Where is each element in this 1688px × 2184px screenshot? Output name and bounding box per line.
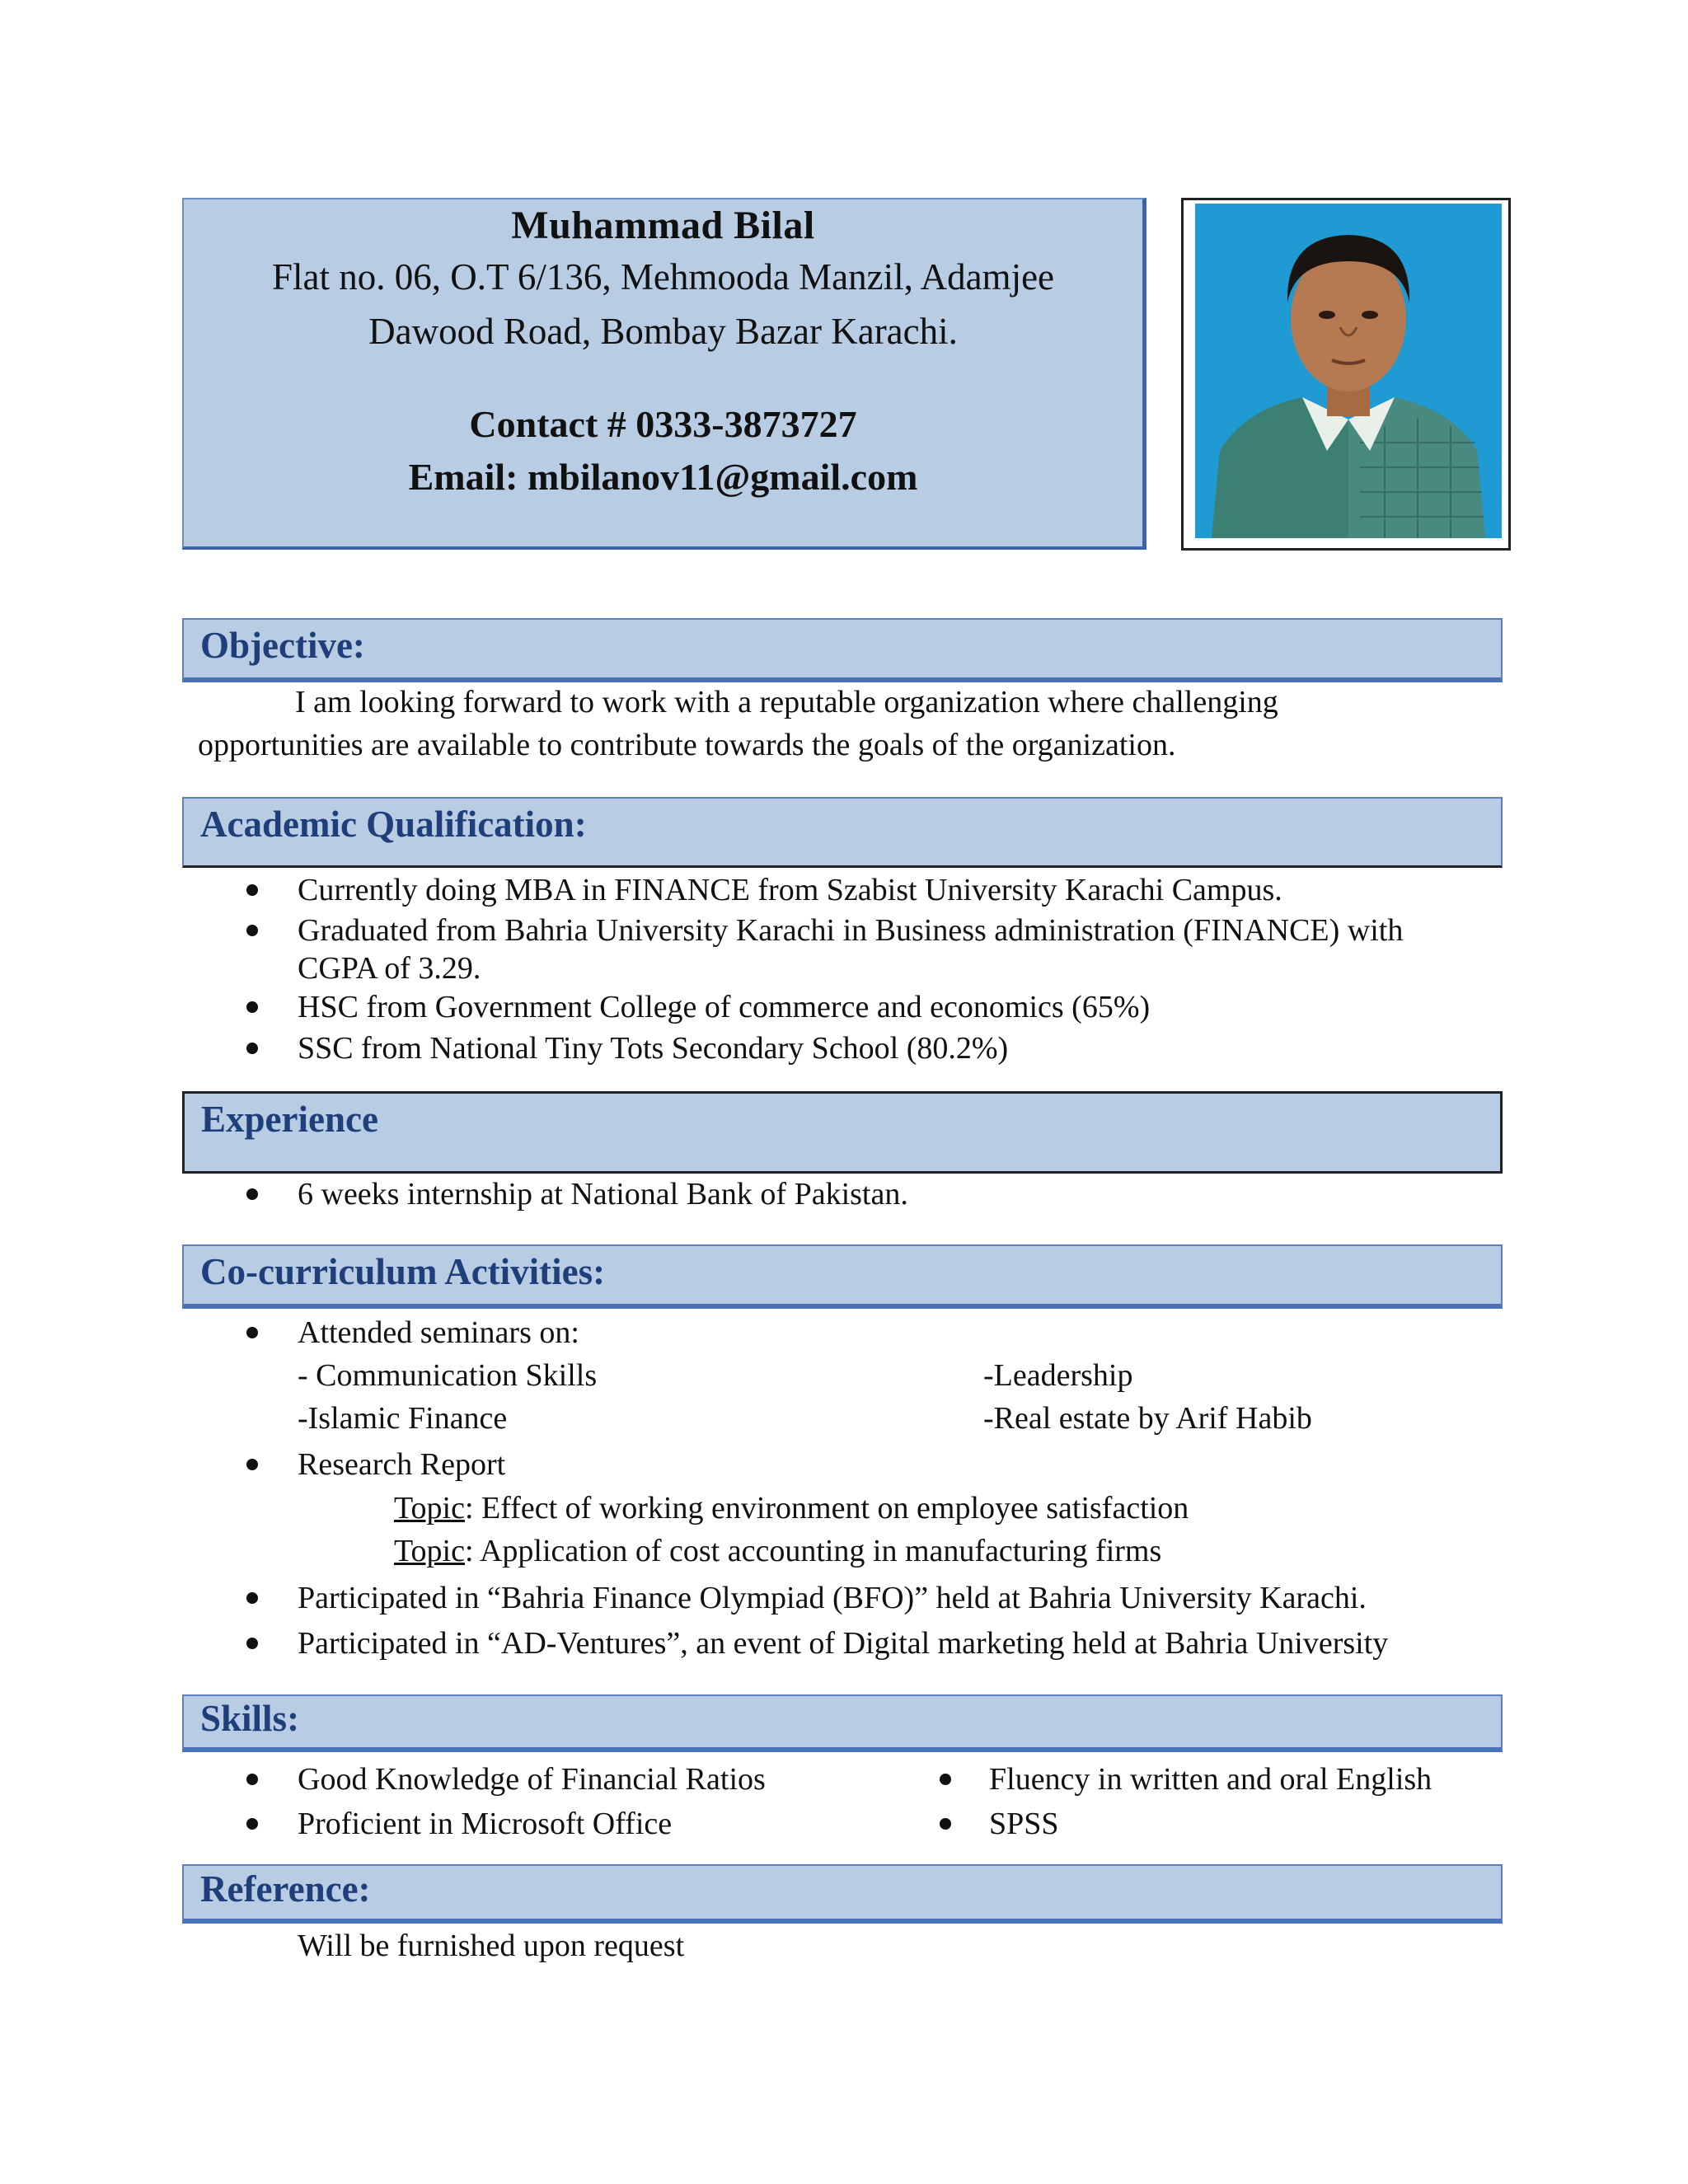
profile-photo <box>1181 198 1511 551</box>
portrait-image <box>1195 204 1502 538</box>
objective-line-1: I am looking forward to work with a reputable organization where challenging <box>295 685 1278 719</box>
academic-item-mba: Currently doing MBA in FINANCE from Szabist University Karachi Campus. <box>298 873 1282 907</box>
experience-item: 6 weeks internship at National Bank of Pakistan. <box>298 1177 908 1212</box>
topic-label: Topic <box>394 1534 465 1568</box>
bullet-icon <box>246 1188 258 1200</box>
address-line-1: Flat no. 06, O.T 6/136, Mehmooda Manzil, Adamjee <box>271 256 1055 298</box>
academic-item-graduated: Graduated from Bahria University Karachi in Business administration (FINANCE) with <box>298 913 1404 948</box>
academic-heading: Academic Qualification: <box>182 797 1503 868</box>
skills-heading: Skills: <box>182 1694 1503 1752</box>
participated-bfo: Participated in “Bahria Finance Olympiad (BFO)” held at Bahria University Karachi. <box>298 1581 1367 1615</box>
skill-english: Fluency in written and oral English <box>989 1762 1432 1797</box>
skill-ms-office: Proficient in Microsoft Office <box>298 1807 673 1841</box>
experience-heading: Experience <box>182 1091 1503 1174</box>
cocurricular-heading: Co-curriculum Activities: <box>182 1244 1503 1309</box>
academic-item-cgpa: CGPA of 3.29. <box>298 951 481 986</box>
research-report-label: Research Report <box>298 1447 506 1482</box>
topic-label: Topic <box>394 1491 465 1526</box>
bullet-icon <box>246 925 258 936</box>
bullet-icon <box>246 1638 258 1649</box>
bullet-icon <box>246 1327 258 1338</box>
topic-2-text: : Application of cost accounting in manufacturing firms <box>464 1534 1162 1568</box>
email-address: Email: mbilanov11@gmail.com <box>408 456 918 498</box>
academic-item-ssc: SSC from National Tiny Tots Secondary School (80.2%) <box>298 1031 1009 1066</box>
seminar-communication: - Communication Skills <box>298 1358 598 1393</box>
objective-heading: Objective: <box>182 618 1503 682</box>
contact-number: Contact # 0333-3873727 <box>469 403 857 445</box>
seminar-leadership: -Leadership <box>983 1358 1133 1393</box>
bullet-icon <box>246 1818 258 1830</box>
participated-adventures: Participated in “AD-Ventures”, an event of Digital marketing held at Bahria University <box>298 1626 1389 1661</box>
skill-spss: SPSS <box>989 1807 1059 1841</box>
skill-financial-ratios: Good Knowledge of Financial Ratios <box>298 1762 766 1797</box>
seminar-real-estate: -Real estate by Arif Habib <box>983 1401 1312 1436</box>
bullet-icon <box>246 1459 258 1470</box>
research-topic-2 <box>394 1531 1161 1571</box>
bullet-icon <box>940 1774 951 1785</box>
applicant-name: Muhammad Bilal <box>511 204 815 247</box>
bullet-icon <box>246 1592 258 1604</box>
bullet-icon <box>246 1001 258 1013</box>
academic-item-hsc: HSC from Government College of commerce and economics (65%) <box>298 990 1151 1024</box>
objective-line-2: opportunities are available to contribute towards the goals of the organization. <box>198 728 1176 762</box>
bullet-icon <box>246 1043 258 1054</box>
research-topic-1 <box>394 1488 1189 1528</box>
seminars-label: Attended seminars on: <box>298 1315 579 1350</box>
bullet-icon <box>246 884 258 896</box>
address-line-2: Dawood Road, Bombay Bazar Karachi. <box>368 311 958 352</box>
contact-header <box>182 198 1146 550</box>
bullet-icon <box>940 1818 951 1830</box>
topic-1-text: : Effect of working environment on employee satisfaction <box>464 1491 1189 1526</box>
reference-text: Will be furnished upon request <box>298 1929 685 1963</box>
bullet-icon <box>246 1774 258 1785</box>
reference-heading: Reference: <box>182 1864 1503 1924</box>
seminar-islamic-finance: -Islamic Finance <box>298 1401 508 1436</box>
